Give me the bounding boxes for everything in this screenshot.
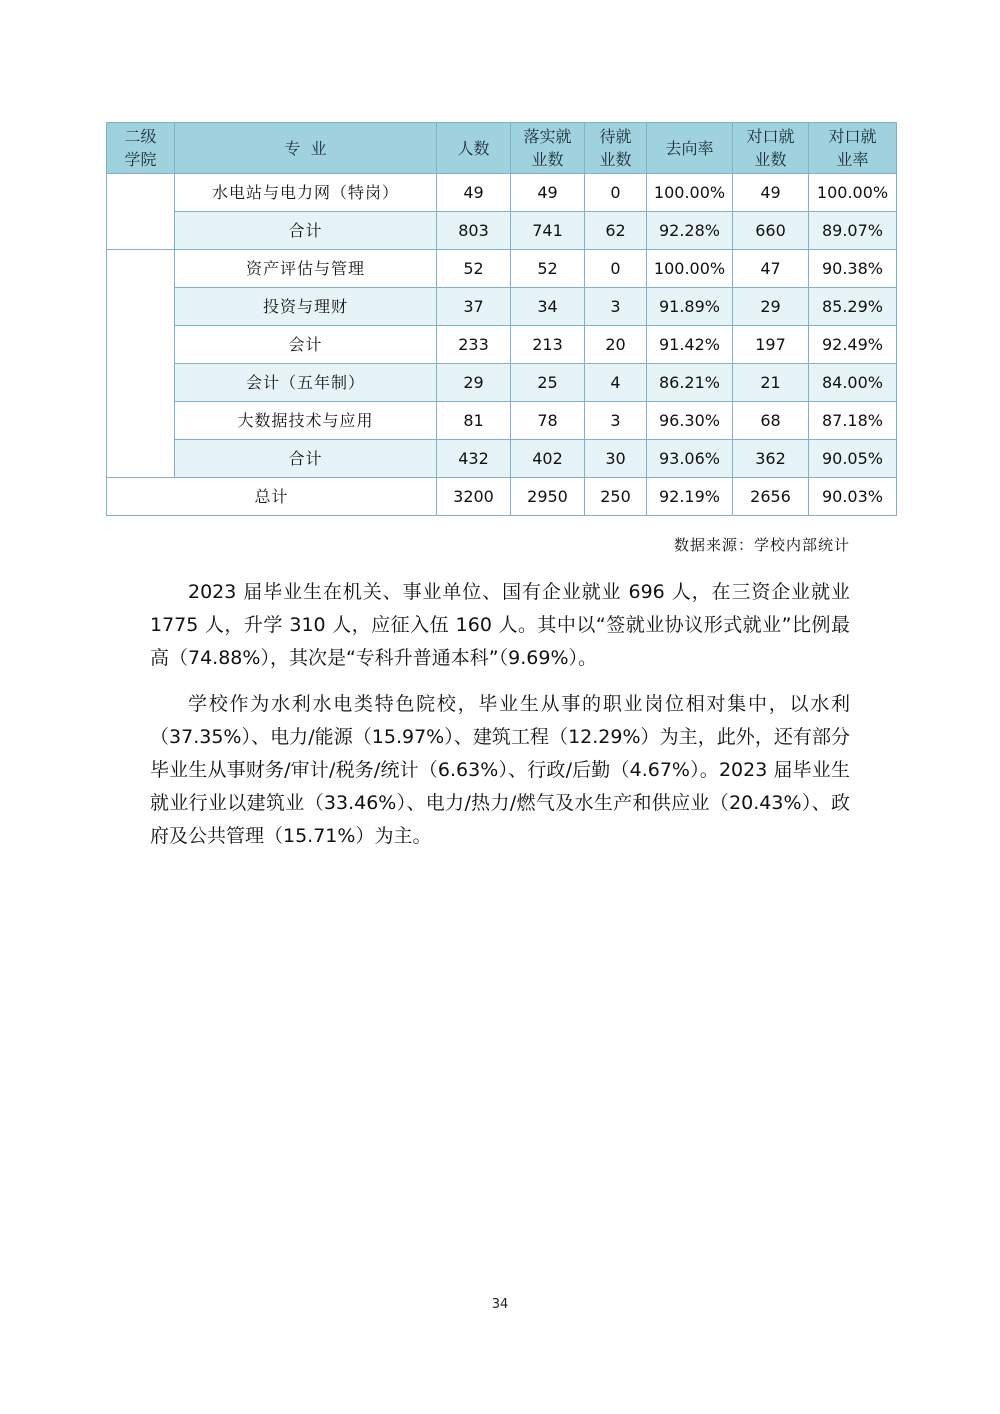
header-placed-line1: 落实就 — [523, 127, 572, 146]
cell-matched-rate: 89.07% — [809, 212, 897, 250]
cell-matched-rate: 84.00% — [809, 364, 897, 402]
cell-placed: 2950 — [511, 478, 585, 516]
table-row-total — [107, 478, 897, 516]
cell-total-label: 总计 — [107, 478, 437, 516]
cell-count: 49 — [437, 174, 511, 212]
header-pending-line2: 业数 — [599, 150, 632, 169]
cell-count: 233 — [437, 326, 511, 364]
cell-major: 投资与理财 — [175, 288, 437, 326]
cell-matched: 660 — [733, 212, 809, 250]
cell-rate: 100.00% — [647, 174, 733, 212]
cell-pending: 30 — [585, 440, 647, 478]
table-header-row — [107, 123, 897, 174]
cell-matched: 68 — [733, 402, 809, 440]
table-row-subtotal — [107, 440, 897, 478]
table-row — [107, 364, 897, 402]
cell-count: 52 — [437, 250, 511, 288]
cell-placed: 34 — [511, 288, 585, 326]
cell-rate: 93.06% — [647, 440, 733, 478]
cell-rate: 91.89% — [647, 288, 733, 326]
cell-pending: 3 — [585, 402, 647, 440]
cell-count: 3200 — [437, 478, 511, 516]
cell-matched: 362 — [733, 440, 809, 478]
header-matched-line1: 对口就 — [746, 127, 795, 146]
cell-count: 81 — [437, 402, 511, 440]
table-row — [107, 402, 897, 440]
cell-placed: 49 — [511, 174, 585, 212]
cell-count: 29 — [437, 364, 511, 402]
paragraph-employment-types: 2023 届毕业生在机关、事业单位、国有企业就业 696 人，在三资企业就业 1775 人，升学 310 人，应征入伍 160 人。其中以“签就业协议形式就业”比例最高（74.88%），其次是“专科升普通本科”（9.69%）。 — [150, 581, 850, 669]
cell-matched-rate: 87.18% — [809, 402, 897, 440]
data-source-note: 数据来源：学校内部统计 — [673, 536, 850, 554]
header-placed-line2: 业数 — [531, 150, 564, 169]
cell-matched-rate: 90.05% — [809, 440, 897, 478]
employment-table — [106, 122, 897, 516]
cell-count: 803 — [437, 212, 511, 250]
table-row — [107, 326, 897, 364]
table-row — [107, 250, 897, 288]
cell-pending: 3 — [585, 288, 647, 326]
header-count: 人数 — [437, 123, 511, 174]
cell-matched: 197 — [733, 326, 809, 364]
header-placed — [511, 123, 585, 174]
cell-rate: 92.19% — [647, 478, 733, 516]
cell-major: 水电站与电力网（特岗） — [175, 174, 437, 212]
cell-major: 合计 — [175, 212, 437, 250]
cell-count: 432 — [437, 440, 511, 478]
cell-pending: 4 — [585, 364, 647, 402]
cell-matched: 2656 — [733, 478, 809, 516]
cell-pending: 0 — [585, 174, 647, 212]
cell-rate: 96.30% — [647, 402, 733, 440]
header-pending — [585, 123, 647, 174]
cell-placed: 78 — [511, 402, 585, 440]
cell-major: 资产评估与管理 — [175, 250, 437, 288]
employment-table-container — [106, 122, 896, 516]
cell-placed: 741 — [511, 212, 585, 250]
cell-matched: 21 — [733, 364, 809, 402]
college-cell-group1 — [107, 174, 175, 250]
cell-placed: 213 — [511, 326, 585, 364]
cell-pending: 250 — [585, 478, 647, 516]
header-matched — [733, 123, 809, 174]
cell-major: 合计 — [175, 440, 437, 478]
cell-major: 大数据技术与应用 — [175, 402, 437, 440]
header-pending-line1: 待就 — [599, 127, 632, 146]
header-college — [107, 123, 175, 174]
cell-matched-rate: 92.49% — [809, 326, 897, 364]
cell-placed: 25 — [511, 364, 585, 402]
header-matched-rate-line2: 业率 — [836, 150, 869, 169]
cell-placed: 52 — [511, 250, 585, 288]
cell-pending: 20 — [585, 326, 647, 364]
cell-matched: 47 — [733, 250, 809, 288]
header-college-line1: 二级 — [124, 127, 157, 146]
cell-matched-rate: 85.29% — [809, 288, 897, 326]
cell-count: 37 — [437, 288, 511, 326]
cell-matched: 29 — [733, 288, 809, 326]
cell-matched-rate: 100.00% — [809, 174, 897, 212]
cell-matched-rate: 90.38% — [809, 250, 897, 288]
header-college-line2: 学院 — [124, 150, 157, 169]
header-matched-rate-line1: 对口就 — [828, 127, 877, 146]
cell-pending: 0 — [585, 250, 647, 288]
cell-pending: 62 — [585, 212, 647, 250]
header-matched-line2: 业数 — [754, 150, 787, 169]
page-number: 34 — [491, 1297, 509, 1312]
table-row-subtotal — [107, 212, 897, 250]
cell-matched: 49 — [733, 174, 809, 212]
cell-rate: 92.28% — [647, 212, 733, 250]
header-matched-rate — [809, 123, 897, 174]
table-row — [107, 288, 897, 326]
header-major: 专 业 — [175, 123, 437, 174]
table-row — [107, 174, 897, 212]
cell-rate: 91.42% — [647, 326, 733, 364]
college-cell-group2 — [107, 250, 175, 478]
cell-matched-rate: 90.03% — [809, 478, 897, 516]
cell-major: 会计 — [175, 326, 437, 364]
cell-placed: 402 — [511, 440, 585, 478]
cell-rate: 86.21% — [647, 364, 733, 402]
cell-rate: 100.00% — [647, 250, 733, 288]
cell-major: 会计（五年制） — [175, 364, 437, 402]
paragraph-occupations-industries: 学校作为水利水电类特色院校，毕业生从事的职业岗位相对集中，以水利（37.35%）、电力/能源（15.97%）、建筑工程（12.29%）为主，此外，还有部分毕业生从事财务/审计/税务/统计（6.63%）、行政/后勤（4.67%）。2023 届毕业生就业行业以建筑业（33.46%）、电力/热力/燃气及水生产和供应业（20.43%）、政府及公共管理（15.71%）为主。 — [150, 693, 850, 847]
header-rate: 去向率 — [647, 123, 733, 174]
